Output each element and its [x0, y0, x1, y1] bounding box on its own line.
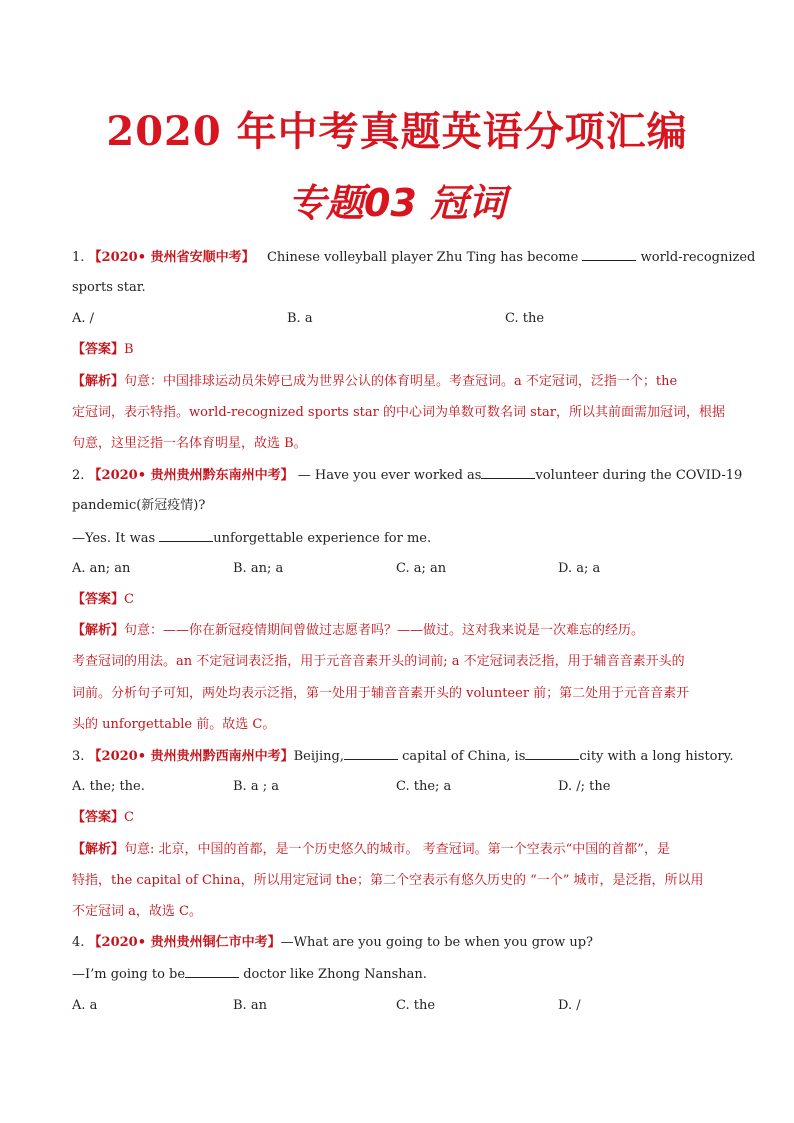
question-text: city with a long history.	[579, 749, 734, 764]
question-text: capital of China, is	[402, 749, 526, 764]
question-text: Chinese volleyball player Zhu Ting has become	[266, 250, 579, 265]
analysis-text: 句意：中国排球运动员朱婷已成为世界公认的体育明星。考查冠词。a 不定冠词，泛指一个；the	[124, 374, 678, 389]
question-text: —I’m going to be	[72, 967, 186, 982]
question-text: world-recognized	[640, 250, 756, 265]
option-c: C. a; an	[396, 561, 447, 576]
option-a: A. a	[72, 998, 98, 1013]
question-number: 4.	[72, 935, 85, 950]
answer-label: 【答案】	[72, 342, 125, 357]
question-1-stem-line2: sports star.	[72, 280, 146, 295]
answer-value: B	[124, 342, 134, 357]
question-source: 【2020• 贵州贵州黔东南州中考】	[88, 468, 294, 483]
option-d: D. /; the	[558, 779, 611, 794]
question-3-stem	[72, 747, 733, 766]
analysis-line	[72, 373, 677, 391]
question-text: unforgettable experience for me.	[213, 531, 432, 546]
question-2-stem	[72, 466, 742, 485]
question-text: doctor like Zhong Nanshan.	[243, 967, 427, 982]
answer-label: 【答案】	[72, 592, 125, 607]
document-subtitle: 专题03 冠词	[287, 181, 507, 225]
option-d: D. a; a	[558, 561, 601, 576]
analysis-line	[72, 622, 644, 640]
option-a: A. /	[72, 311, 95, 326]
analysis-line	[72, 841, 670, 859]
analysis-text: 头的 unforgettable 前。故选 C。	[72, 717, 276, 732]
analysis-text: 定冠词，表示特指。world-recognized sports star 的中心词为单数可数名词 star，所以其前面需加冠词，根据	[72, 405, 725, 420]
analysis-text: 句意，这里泛指一名体育明星，故选 B。	[72, 436, 307, 451]
answer-line	[72, 809, 134, 827]
question-text: —What are you going to be when you grow up?	[280, 935, 594, 950]
answer-blank	[159, 529, 213, 542]
analysis-label: 【解析】	[72, 623, 125, 638]
question-text: —Yes. It was	[72, 531, 156, 546]
answer-blank	[344, 747, 398, 760]
analysis-text: 词前。分析句子可知，两处均表示泛指，第一处用于辅音音素开头的 volunteer 前；第二处用于元音音素开	[72, 686, 690, 701]
option-b: B. an	[233, 998, 267, 1013]
option-b: B. an; a	[233, 561, 284, 576]
analysis-text: 句意: 北京，中国的首都，是一个历史悠久的城市。 考查冠词。第一个空表示“中国的首都”，是	[124, 842, 670, 857]
option-c: C. the; a	[396, 779, 452, 794]
option-a: A. the; the.	[72, 779, 145, 794]
analysis-label: 【解析】	[72, 842, 125, 857]
analysis-label: 【解析】	[72, 374, 125, 389]
answer-value: C	[124, 810, 134, 825]
answer-line	[72, 341, 134, 359]
question-number: 2.	[72, 468, 85, 483]
answer-blank	[582, 248, 636, 261]
analysis-text: 考查冠词的用法。an 不定冠词表泛指，用于元音音素开头的词前; a 不定冠词表泛指，用于辅音音素开头的	[72, 654, 685, 669]
question-text: volunteer during the COVID-19	[535, 468, 743, 483]
option-a: A. an; an	[72, 561, 131, 576]
option-c: C. the	[505, 311, 545, 326]
analysis-text: 句意：——你在新冠疫情期间曾做过志愿者吗？——做过。这对我来说是一次难忘的经历。	[124, 623, 645, 638]
question-text: — Have you ever worked as	[297, 468, 482, 483]
question-2-stem-line2: pandemic(新冠疫情)?	[72, 498, 206, 513]
answer-value: C	[124, 592, 134, 607]
answer-blank	[525, 747, 579, 760]
question-number: 1.	[72, 250, 85, 265]
question-number: 3.	[72, 749, 85, 764]
answer-blank	[185, 965, 239, 978]
analysis-text: 特指，the capital of China，所以用定冠词 the；第二个空表示有悠久历史的 “一个” 城市，是泛指，所以用	[72, 873, 704, 888]
question-4-stem-line2	[72, 965, 427, 984]
answer-blank	[481, 466, 535, 479]
question-2-stem-line3	[72, 529, 431, 548]
analysis-text: 不定冠词 a，故选 C。	[72, 904, 202, 919]
question-4-stem	[72, 934, 593, 952]
question-source: 【2020• 贵州省安顺中考】	[88, 250, 255, 265]
answer-line	[72, 591, 134, 609]
question-1-stem	[72, 248, 755, 267]
option-d: D. /	[558, 998, 581, 1013]
option-c: C. the	[396, 998, 436, 1013]
question-source: 【2020• 贵州贵州黔西南州中考】	[88, 749, 294, 764]
answer-label: 【答案】	[72, 810, 125, 825]
question-source: 【2020• 贵州贵州铜仁市中考】	[88, 935, 281, 950]
question-text: Beijing,	[293, 749, 344, 764]
option-b: B. a	[287, 311, 313, 326]
option-b: B. a ; a	[233, 779, 279, 794]
document-title: 2020 年中考真题英语分项汇编	[106, 108, 688, 155]
